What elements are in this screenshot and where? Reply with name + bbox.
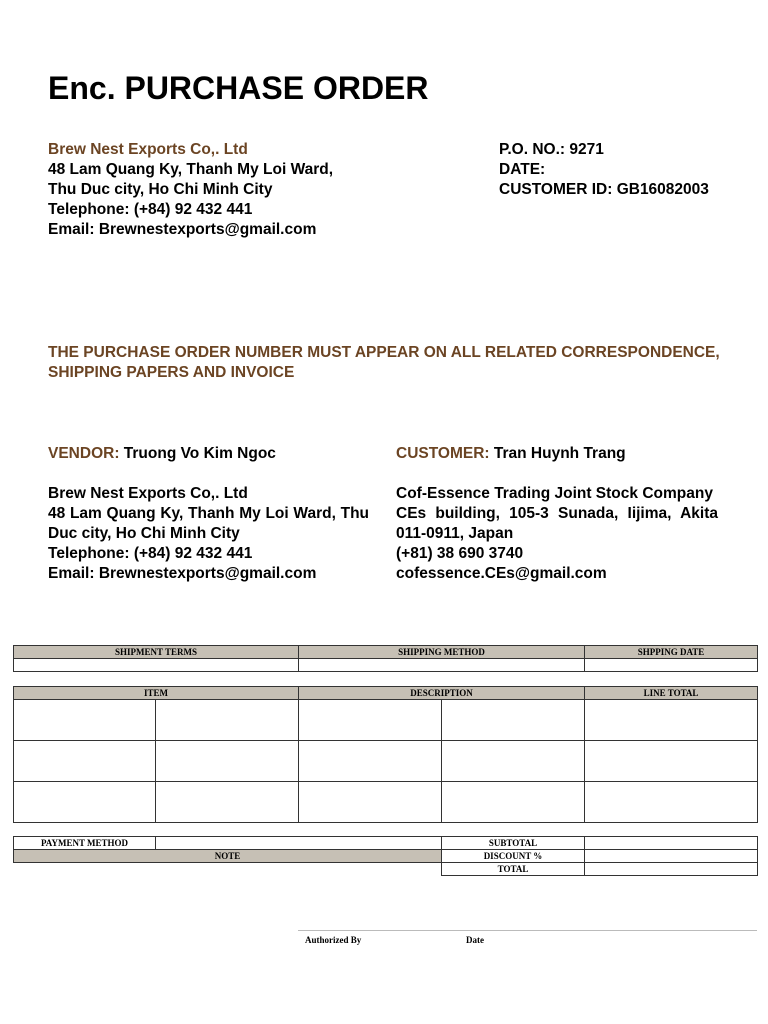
sender-block [48,140,468,240]
po-date: DATE: [499,161,546,178]
po-number: P.O. NO.: 9271 [499,141,604,158]
customer-company: Cof-Essence Trading Joint Stock Company [396,485,713,502]
vendor-telephone: Telephone: (+84) 92 432 441 [48,545,253,562]
payment-method-label: PAYMENT METHOD [14,837,156,850]
table-cell[interactable] [156,700,299,741]
table-cell[interactable] [156,782,299,823]
table-row [14,741,758,782]
po-info-block [499,140,759,200]
customer-address: CEs building, 105-3 Sunada, Iijima, Akita 011-0911, Japan [396,505,718,542]
vendor-heading [48,444,369,464]
table-cell[interactable] [585,700,758,741]
table-row [14,782,758,823]
vendor-company: Brew Nest Exports Co,. Ltd [48,485,248,502]
sender-email: Email: Brewnestexports@gmail.com [48,221,317,238]
vendor-name: Truong Vo Kim Ngoc [119,445,276,462]
discount-value[interactable] [585,850,758,863]
table-cell[interactable] [14,741,156,782]
subtotal-label: SUBTOTAL [442,837,585,850]
shipment-terms-cell[interactable] [14,659,299,672]
item-header: ITEM [14,687,299,700]
table-cell[interactable] [14,700,156,741]
customer-email: cofessence.CEs@gmail.com [396,565,607,582]
total-label: TOTAL [442,863,585,876]
payment-method-cell[interactable] [156,837,442,850]
line-total-header: LINE TOTAL [585,687,758,700]
shipping-method-cell[interactable] [299,659,585,672]
sender-address-line1: 48 Lam Quang Ky, Thanh My Loi Ward, [48,161,334,178]
table-row [14,700,758,741]
shipment-terms-header: SHIPMENT TERMS [14,646,299,659]
signature-line [298,930,757,951]
table-cell[interactable] [585,782,758,823]
sender-telephone: Telephone: (+84) 92 432 441 [48,201,253,218]
shipping-table [13,645,758,672]
vendor-label: VENDOR: [48,445,120,462]
table-cell[interactable] [442,782,585,823]
vendor-block [48,444,369,584]
sender-address-line2: Thu Duc city, Ho Chi Minh City [48,181,273,198]
table-cell[interactable] [14,782,156,823]
customer-id: CUSTOMER ID: GB16082003 [499,181,709,198]
shipping-date-header: SHPPING DATE [585,646,758,659]
table-cell[interactable] [442,700,585,741]
items-table [13,686,758,823]
table-cell[interactable] [299,741,442,782]
description-header: DESCRIPTION [299,687,585,700]
sender-company: Brew Nest Exports Co,. Ltd [48,141,248,158]
customer-block [396,444,718,584]
note-header: NOTE [14,850,442,863]
table-cell[interactable] [442,741,585,782]
customer-name: Tran Huynh Trang [489,445,626,462]
document-title: Enc. PURCHASE ORDER [48,70,429,106]
customer-telephone: (+81) 38 690 3740 [396,545,524,562]
table-cell[interactable] [585,741,758,782]
vendor-email: Email: Brewnestexports@gmail.com [48,565,317,582]
shipping-method-header: SHIPPING METHOD [299,646,585,659]
authorized-by-label: Authorized By [305,935,362,945]
totals-table [13,836,758,876]
shipping-date-cell[interactable] [585,659,758,672]
po-notice: THE PURCHASE ORDER NUMBER MUST APPEAR ON ALL RELATED CORRESPONDENCE, SHIPPING PAPERS AND INVOICE [48,344,720,381]
signature-date-label: Date [466,935,484,945]
discount-label: DISCOUNT % [442,850,585,863]
subtotal-value[interactable] [585,837,758,850]
note-area[interactable] [14,863,442,876]
customer-heading [396,444,718,464]
vendor-address: 48 Lam Quang Ky, Thanh My Loi Ward, Thu Duc city, Ho Chi Minh City [48,505,369,542]
total-value[interactable] [585,863,758,876]
table-cell[interactable] [299,782,442,823]
table-cell[interactable] [156,741,299,782]
customer-label: CUSTOMER: [396,445,490,462]
table-cell[interactable] [299,700,442,741]
